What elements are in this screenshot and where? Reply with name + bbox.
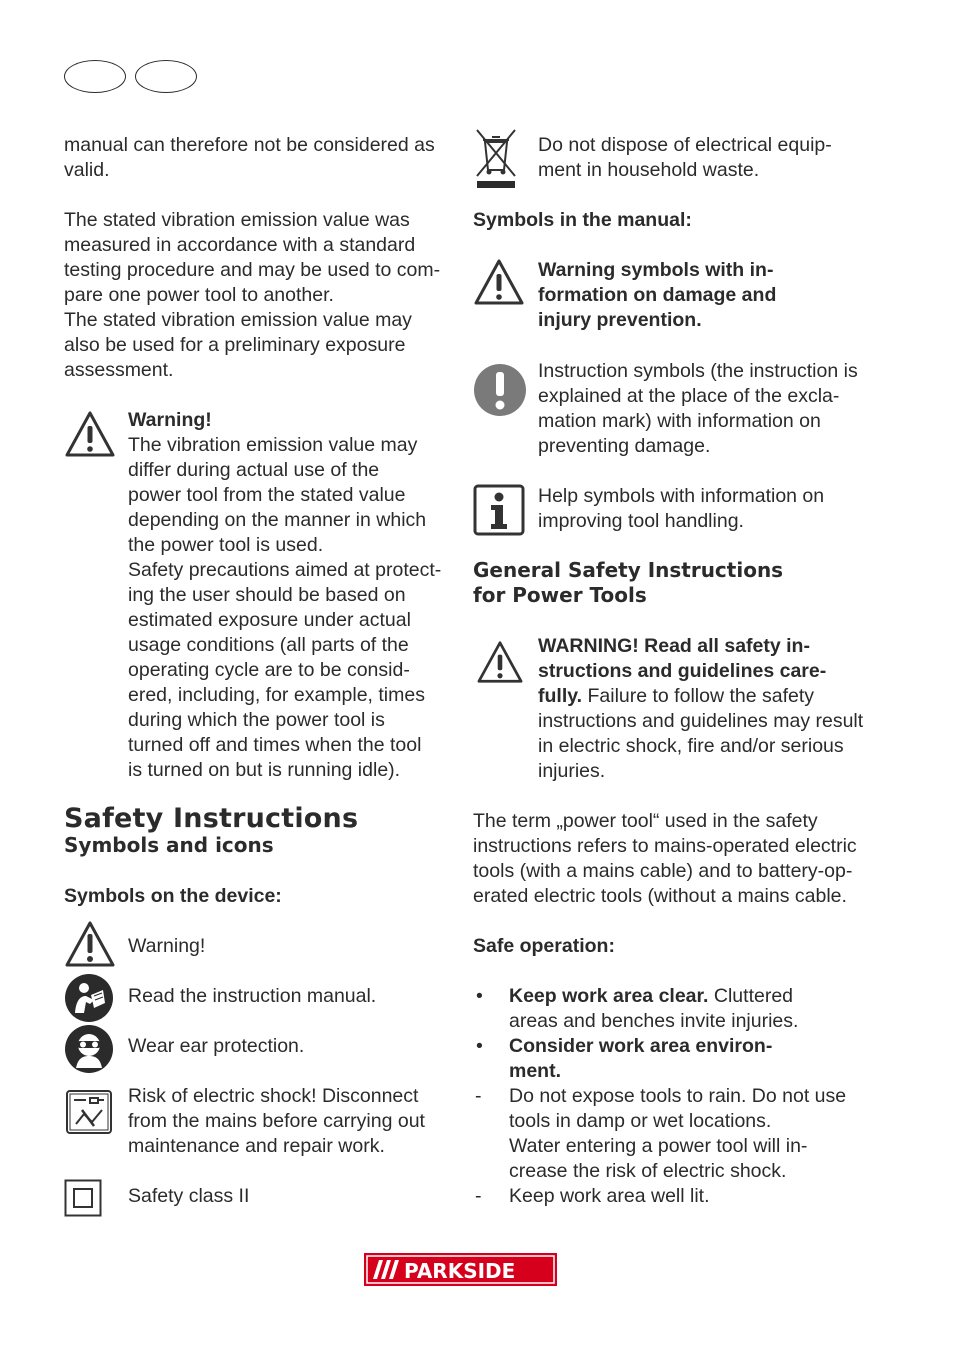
- device-symbol-class-text: Safety class II: [128, 1185, 250, 1207]
- kc-bold: Keep work area clear.: [509, 985, 709, 1007]
- symbols-icons-heading: Symbols and icons: [64, 833, 274, 857]
- rw-bold-end: fully.: [538, 685, 583, 707]
- vib-line-6: also be used for a preliminary exposure: [64, 334, 406, 356]
- warning-triangle-icon: [476, 640, 524, 684]
- weee-bin-icon: [473, 126, 519, 190]
- warn-line-9: usage conditions (all parts of the: [128, 634, 409, 656]
- rw-line-2: structions and guidelines care-: [538, 660, 827, 682]
- dispose-text: [538, 133, 878, 183]
- warn-line-7: ing the user should be based on: [128, 584, 406, 606]
- dr-line-2: tools in damp or wet locations.: [509, 1110, 772, 1132]
- term-line-1: The term „power tool“ used in the safety: [473, 810, 818, 832]
- warn-line-5: the power tool is used.: [128, 534, 324, 556]
- term-line-3: tools (with a mains cable) and to battery-op-: [473, 860, 853, 882]
- ws-line-1: Warning symbols with in-: [538, 259, 774, 281]
- dr-line-4: crease the risk of electric shock.: [509, 1160, 787, 1182]
- language-oval-1: [64, 60, 126, 93]
- bullet-keep-clear-text: [509, 984, 873, 1034]
- bullet-keep-clear: [473, 984, 873, 1034]
- read-all-warning: [538, 634, 878, 784]
- ws-line-2: formation on damage and: [538, 284, 777, 306]
- rw-line-3: [538, 684, 878, 709]
- bullet-work-area: [473, 1034, 873, 1084]
- warn-line-10: operating cycle are to be consid-: [128, 659, 410, 681]
- dash-mark: -: [475, 1185, 482, 1207]
- device-symbol-warning-text: Warning!: [128, 935, 206, 957]
- ws-line-3: injury prevention.: [538, 309, 702, 331]
- manual-validity-line: manual can therefore not be considered as valid.: [64, 134, 435, 181]
- vib-line-4: pare one power tool to another.: [64, 284, 334, 306]
- disconnect-plug-icon: [64, 1088, 114, 1136]
- is-line-3: mation mark) with information on: [538, 410, 821, 432]
- wa-line-2: ment.: [509, 1060, 562, 1082]
- term-line-4: erated electric tools (without a mains cable.: [473, 885, 847, 907]
- brand-text: PARKSIDE: [404, 1259, 516, 1283]
- instruction-symbols-text: [538, 359, 878, 459]
- general-safety-heading: [473, 558, 873, 608]
- kc-rest: Cluttered: [708, 985, 794, 1007]
- is-line-1: Instruction symbols (the instruction is: [538, 360, 858, 382]
- rw-line-1: WARNING! Read all safety in-: [538, 635, 810, 657]
- safety-class-ii-icon: [64, 1179, 102, 1217]
- warn-line-4: depending on the manner in which: [128, 509, 427, 531]
- device-symbol-ear-text: Wear ear protection.: [128, 1035, 305, 1057]
- rw-line-4: instructions and guidelines may result: [538, 710, 864, 732]
- safety-instructions-heading: Safety Instructions: [64, 803, 359, 834]
- is-line-4: preventing damage.: [538, 435, 711, 457]
- vibration-paragraph: [64, 208, 454, 383]
- language-oval-2: [135, 60, 197, 93]
- kc-line-2: areas and benches invite injuries.: [509, 1010, 799, 1032]
- dr-line-1: Do not expose tools to rain. Do not use: [509, 1085, 847, 1107]
- help-symbols-text: [538, 484, 878, 534]
- shock-line-2: from the mains before carrying out: [128, 1110, 425, 1132]
- device-symbol-manual-text: Read the instruction manual.: [128, 985, 377, 1007]
- vib-line-2: measured in accordance with a standard: [64, 234, 416, 256]
- read-manual-icon: [64, 973, 114, 1023]
- shock-line-1: Risk of electric shock! Disconnect: [128, 1085, 419, 1107]
- device-symbols-heading: Symbols on the device:: [64, 885, 282, 907]
- bullet-work-area-text: [509, 1034, 873, 1084]
- is-line-2: explained at the place of the excla-: [538, 385, 840, 407]
- dash-rain-text: [509, 1084, 873, 1184]
- dispose-line-1: Do not dispose of electrical equip-: [538, 134, 832, 156]
- vib-line-1: The stated vibration emission value was: [64, 209, 410, 231]
- rw-line-6: injuries.: [538, 760, 606, 782]
- warn-line-1: The vibration emission value may: [128, 434, 418, 456]
- power-tool-term-paragraph: [473, 809, 883, 909]
- dash-lit-text: Keep work area well lit.: [509, 1185, 710, 1207]
- gs-line-1: General Safety Instructions: [473, 558, 784, 582]
- bullet-dot: •: [476, 1035, 483, 1057]
- info-help-icon: [473, 484, 525, 536]
- warn-line-13: turned off and times when the tool: [128, 734, 422, 756]
- warning-triangle-icon: [64, 920, 116, 968]
- dash-rain: [473, 1084, 873, 1184]
- warning-title: Warning!: [128, 409, 212, 431]
- warn-line-2: differ during actual use of the: [128, 459, 380, 481]
- warn-line-12: during which the power tool is: [128, 709, 385, 731]
- shock-line-3: maintenance and repair work.: [128, 1135, 385, 1157]
- warn-line-3: power tool from the stated value: [128, 484, 406, 506]
- manual-validity-text: [64, 133, 454, 183]
- bullet-dot: •: [476, 985, 483, 1007]
- dash-lit: [473, 1184, 873, 1209]
- manual-symbols-heading: Symbols in the manual:: [473, 209, 692, 231]
- ear-protection-icon: [64, 1024, 114, 1074]
- intro-paragraph: [64, 133, 454, 183]
- kc-line-1: [509, 984, 873, 1009]
- warning-triangle-icon: [64, 410, 116, 458]
- instruction-exclamation-icon: [473, 362, 527, 418]
- safe-operation-heading: Safe operation:: [473, 935, 615, 957]
- warn-line-8: estimated exposure under actual: [128, 609, 411, 631]
- wa-line-1: Consider work area environ-: [509, 1035, 773, 1057]
- parkside-logo-graphic: [364, 1253, 557, 1286]
- vib-line-7: assessment.: [64, 359, 174, 381]
- warn-line-14: is turned on but is running idle).: [128, 759, 401, 781]
- rw-line-5: in electric shock, fire and/or serious: [538, 735, 844, 757]
- hs-line-2: improving tool handling.: [538, 510, 744, 532]
- warning-symbols-text: [538, 258, 878, 333]
- dash-mark: -: [475, 1085, 482, 1107]
- rw-rest-first: Failure to follow the safety: [582, 685, 815, 707]
- term-line-2: instructions refers to mains-operated electric: [473, 835, 857, 857]
- gs-line-2: for Power Tools: [473, 583, 647, 607]
- warn-line-11: ered, including, for example, times: [128, 684, 425, 706]
- dr-line-3: Water entering a power tool will in-: [509, 1135, 808, 1157]
- vib-line-5: The stated vibration emission value may: [64, 309, 412, 331]
- dispose-line-2: ment in household waste.: [538, 159, 760, 181]
- device-symbol-shock-text: [128, 1084, 458, 1159]
- vib-line-3: testing procedure and may be used to com-: [64, 259, 441, 281]
- warning-triangle-icon: [473, 258, 525, 306]
- warn-line-6: Safety precautions aimed at protect-: [128, 559, 442, 581]
- hs-line-1: Help symbols with information on: [538, 485, 825, 507]
- vibration-warning: [128, 408, 458, 783]
- parkside-logo: [364, 1253, 557, 1286]
